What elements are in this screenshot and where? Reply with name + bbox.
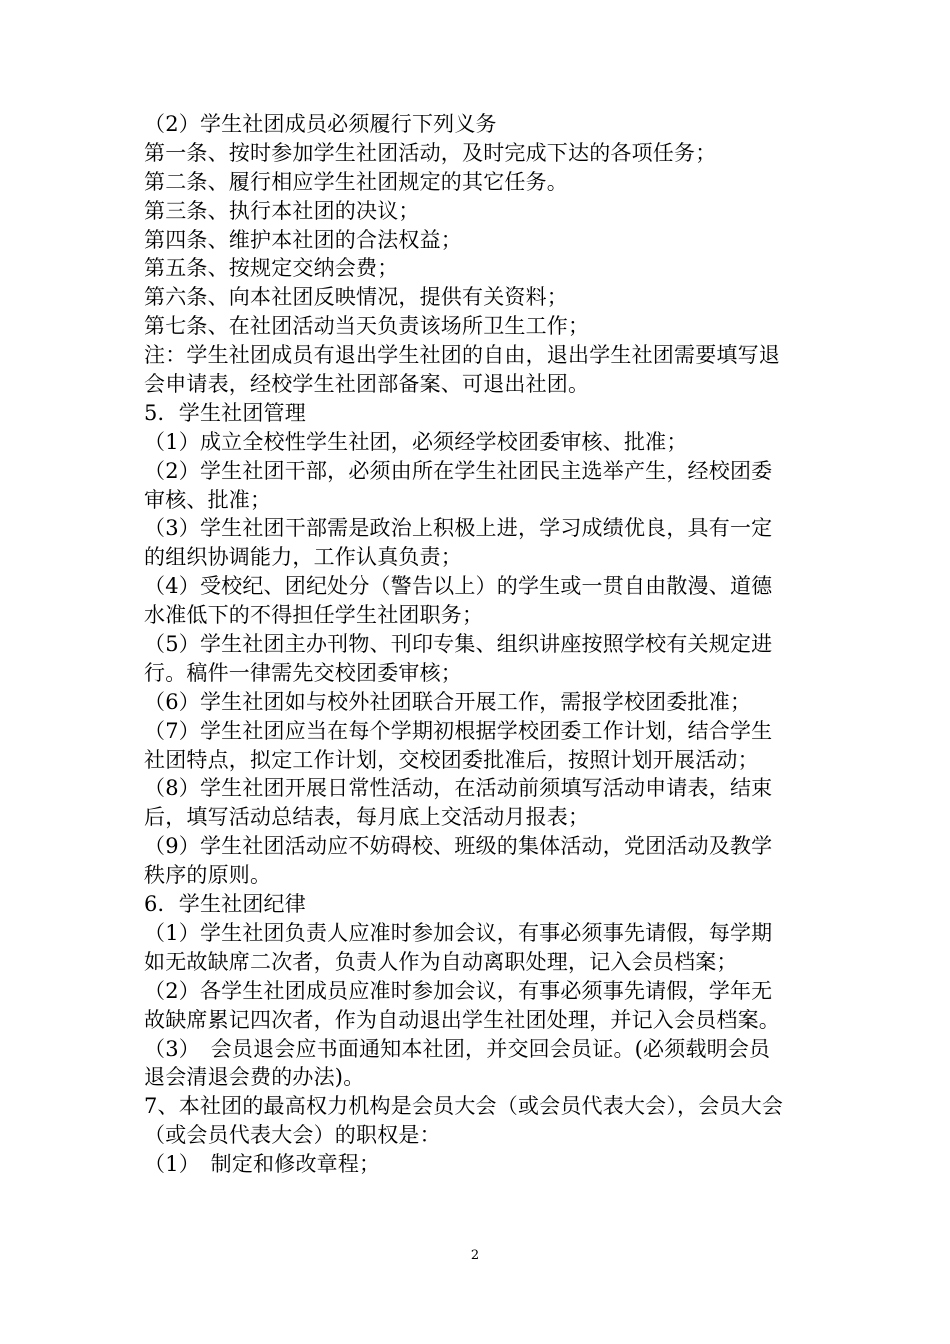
text-line: 会申请表，经校学生社团部备案、可退出社团。 <box>144 372 590 397</box>
text-line: （1）学生社团负责人应准时参加会议，有事必须事先请假，每学期 <box>144 920 773 945</box>
text-line: 注：学生社团成员有退出学生社团的自由，退出学生社团需要填写退 <box>144 343 780 368</box>
text-line: 第六条、向本社团反映情况，提供有关资料； <box>144 285 568 310</box>
text-line: 后，填写活动总结表，每月底上交活动月报表； <box>144 805 590 830</box>
text-line: 第四条、维护本社团的合法权益； <box>144 227 462 252</box>
text-line: 第三条、执行本社团的决议； <box>144 198 420 223</box>
section-heading: 7、本社团的最高权力机构是会员大会（或会员代表大会），会员大会 <box>144 1094 784 1119</box>
text-line: （或会员代表大会）的职权是： <box>144 1123 441 1148</box>
text-line: 第一条、按时参加学生社团活动，及时完成下达的各项任务； <box>144 140 717 165</box>
text-line: 第二条、履行相应学生社团规定的其它任务。 <box>144 169 568 194</box>
page-number: 2 <box>470 1248 480 1263</box>
document-body <box>144 110 812 1179</box>
text-line: （5）学生社团主办刊物、刊印专集、组织讲座按照学校有关规定进 <box>144 632 773 657</box>
text-line: 秩序的原则。 <box>144 863 272 888</box>
text-line: 如无故缺席二次者，负责人作为自动离职处理，记入会员档案； <box>144 949 738 974</box>
text-line: 故缺席累记四次者，作为自动退出学生社团处理，并记入会员档案。 <box>144 1007 780 1032</box>
text-line: 的组织协调能力，工作认真负责； <box>144 545 462 570</box>
text-line: 行。稿件一律需先交校团委审核； <box>144 660 462 685</box>
text-line: 水准低下的不得担任学生社团职务； <box>144 603 484 628</box>
text-line: （3） 会员退会应书面通知本社团，并交回会员证。(必须载明会员 <box>144 1036 771 1061</box>
text-line: （4）受校纪、团纪处分（警告以上）的学生或一贯自由散漫、道德 <box>144 574 773 599</box>
text-line: （1） 制定和修改章程； <box>144 1152 381 1177</box>
text-line: 社团特点，拟定工作计划，交校团委批准后，按照计划开展活动； <box>144 747 759 772</box>
text-line: （1）成立全校性学生社团，必须经学校团委审核、批准； <box>144 429 688 454</box>
text-line: 第五条、按规定交纳会费； <box>144 256 399 281</box>
text-line: （7）学生社团应当在每个学期初根据学校团委工作计划，结合学生 <box>144 718 773 743</box>
text-line: （2）学生社团干部，必须由所在学生社团民主选举产生，经校团委 <box>144 458 773 483</box>
text-line: （8）学生社团开展日常性活动，在活动前须填写活动申请表，结束 <box>144 776 773 801</box>
text-line: （2）学生社团成员必须履行下列义务 <box>144 112 497 136</box>
text-line: 退会清退会费的办法)。 <box>144 1065 365 1090</box>
section-heading: 6．学生社团纪律 <box>144 892 306 917</box>
text-line: （3）学生社团干部需是政治上积极上进，学习成绩优良，具有一定 <box>144 516 773 541</box>
text-line: 审核、批准； <box>144 487 272 512</box>
section-heading: 5．学生社团管理 <box>144 400 306 425</box>
text-line: 第七条、在社团活动当天负责该场所卫生工作； <box>144 314 590 339</box>
text-line: （6）学生社团如与校外社团联合开展工作，需报学校团委批准； <box>144 689 752 714</box>
text-line: （2）各学生社团成员应准时参加会议，有事必须事先请假，学年无 <box>144 978 773 1003</box>
text-line: （9）学生社团活动应不妨碍校、班级的集体活动，党团活动及教学 <box>144 834 773 859</box>
